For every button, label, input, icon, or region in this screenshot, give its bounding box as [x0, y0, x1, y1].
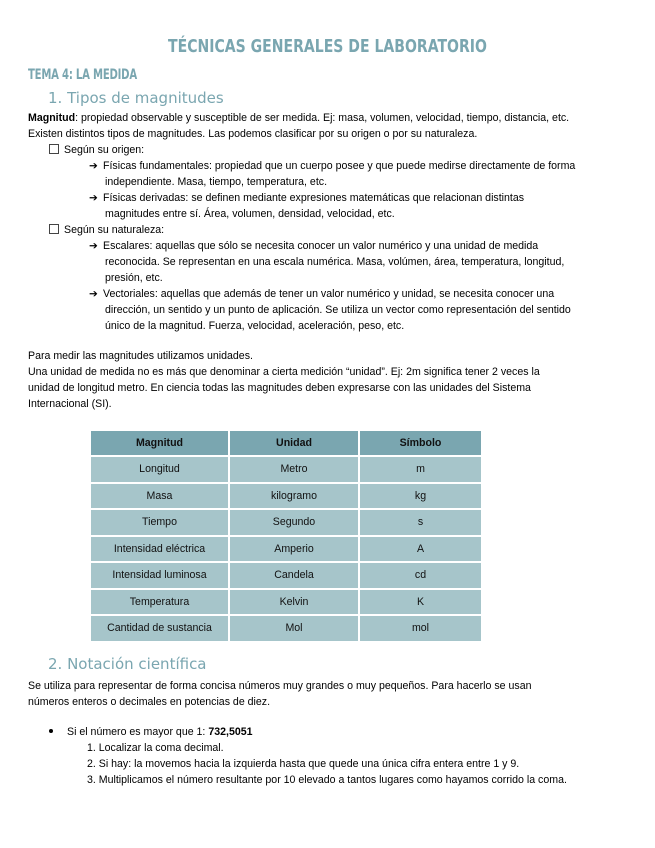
- arrow-right-icon: ➔: [89, 288, 98, 300]
- checklist-label: Según su naturaleza:: [64, 224, 165, 236]
- numbered-step-2: 2. Si hay: la movemos hacia la izquierda hasta que quede una única cifra entera entre 1 y 9.: [87, 758, 520, 770]
- bullet-item-mayor-que-1: Si el número es mayor que 1: 732,5051: [49, 725, 253, 740]
- table-row: [91, 484, 481, 509]
- units-paragraph-line-1: Para medir las magnitudes utilizamos unidades.: [28, 350, 253, 362]
- table-header-row: [91, 431, 481, 455]
- cell-unidad: Kelvin: [230, 590, 358, 615]
- table-row: [91, 616, 481, 641]
- definition-text: : propiedad observable y susceptible de ser medida. Ej: masa, volumen, velocidad, tiempo, distancia, etc.: [75, 112, 570, 124]
- arrow-item-fundamentales: ➔ Físicas fundamentales: propiedad que un cuerpo posee y que puede medirse directamente de forma: [89, 160, 576, 172]
- arrow-right-icon: ➔: [89, 160, 98, 172]
- arrow-item-derivadas: ➔ Físicas derivadas: se definen mediante expresiones matemáticas que relacionan distintas: [89, 192, 525, 204]
- topic-title: TEMA 4: LA MEDIDA: [28, 67, 137, 83]
- arrow-right-icon: ➔: [89, 240, 98, 252]
- cell-unidad: Amperio: [230, 537, 358, 562]
- cell-simbolo: A: [360, 537, 481, 562]
- cell-unidad: Segundo: [230, 510, 358, 535]
- notation-intro-line-2: números enteros o decimales en potencias de diez.: [28, 696, 271, 708]
- units-paragraph-line-4: Internacional (SI).: [28, 398, 112, 410]
- cell-magnitud: Temperatura: [91, 590, 228, 615]
- arrow-item-escalares-cont: reconocida. Se representan en una escala numérica. Masa, volúmen, área, temperatura, longitud,: [105, 256, 565, 268]
- units-paragraph-line-2: Una unidad de medida no es más que denominar a cierta medición “unidad”. Ej: 2m significa tener 2 veces la: [28, 366, 540, 378]
- arrow-item-fundamentales-cont: independiente. Masa, tiempo, temperatura, etc.: [105, 176, 328, 188]
- cell-unidad: Candela: [230, 563, 358, 588]
- checklist-item-origen: [49, 143, 144, 158]
- table-row: [91, 590, 481, 615]
- cell-magnitud: Longitud: [91, 457, 228, 482]
- document-title: TÉCNICAS GENERALES DE LABORATORIO: [168, 36, 487, 57]
- intro-paragraph: Existen distintos tipos de magnitudes. Las podemos clasificar por su origen o por su naturaleza.: [28, 128, 478, 140]
- cell-simbolo: mol: [360, 616, 481, 641]
- si-units-table: [89, 429, 483, 643]
- cell-simbolo: cd: [360, 563, 481, 588]
- definition-paragraph: [28, 111, 638, 126]
- cell-simbolo: s: [360, 510, 481, 535]
- cell-simbolo: K: [360, 590, 481, 615]
- section-title-tipos-magnitudes: 1. Tipos de magnitudes: [48, 89, 224, 107]
- table-row: [91, 563, 481, 588]
- bullet-icon: [49, 729, 53, 733]
- units-paragraph-line-3: unidad de longitud metro. En ciencia todas las magnitudes deben expresarse con las unidades del Sistema: [28, 382, 531, 394]
- column-header-unidad: Unidad: [230, 431, 358, 455]
- section-title-notacion-cientifica: 2. Notación científica: [48, 655, 207, 673]
- table-row: [91, 537, 481, 562]
- definition-term: Magnitud: [28, 112, 76, 124]
- arrow-item-vectoriales-cont2: único de la magnitud. Fuerza, velocidad, aceleración, peso, etc.: [105, 320, 405, 332]
- notation-intro-line-1: Se utiliza para representar de forma concisa números muy grandes o muy pequeños. Para hacerlo se usan: [28, 680, 532, 692]
- checklist-item-naturaleza: [49, 223, 164, 238]
- arrow-item-derivadas-cont: magnitudes entre sí. Área, volumen, densidad, velocidad, etc.: [105, 208, 395, 220]
- checkbox-icon: [49, 144, 59, 154]
- arrow-item-vectoriales: ➔ Vectoriales: aquellas que además de tener un valor numérico y unidad, se necesita conocer una: [89, 288, 555, 300]
- numbered-step-1: 1. Localizar la coma decimal.: [87, 742, 224, 754]
- cell-magnitud: Masa: [91, 484, 228, 509]
- numbered-step-3: 3. Multiplicamos el número resultante por 10 elevado a tantos lugares como hayamos corrido la coma.: [87, 774, 567, 786]
- cell-unidad: Metro: [230, 457, 358, 482]
- arrow-right-icon: ➔: [89, 192, 98, 204]
- cell-magnitud: Intensidad luminosa: [91, 563, 228, 588]
- table-row: [91, 457, 481, 482]
- cell-magnitud: Tiempo: [91, 510, 228, 535]
- cell-simbolo: m: [360, 457, 481, 482]
- arrow-item-escalares: ➔ Escalares: aquellas que sólo se necesita conocer un valor numérico y una unidad de medida: [89, 240, 539, 252]
- cell-unidad: Mol: [230, 616, 358, 641]
- arrow-item-vectoriales-cont: dirección, un sentido y un punto de aplicación. Se utiliza un vector como representación del sentido: [105, 304, 571, 316]
- cell-magnitud: Intensidad eléctrica: [91, 537, 228, 562]
- arrow-item-escalares-cont2: presión, etc.: [105, 272, 163, 284]
- checkbox-icon: [49, 224, 59, 234]
- example-number: 732,5051: [208, 726, 253, 738]
- cell-simbolo: kg: [360, 484, 481, 509]
- column-header-simbolo: Símbolo: [360, 431, 481, 455]
- cell-unidad: kilogramo: [230, 484, 358, 509]
- cell-magnitud: Cantidad de sustancia: [91, 616, 228, 641]
- checklist-label: Según su origen:: [64, 144, 145, 156]
- column-header-magnitud: Magnitud: [91, 431, 228, 455]
- table-row: [91, 510, 481, 535]
